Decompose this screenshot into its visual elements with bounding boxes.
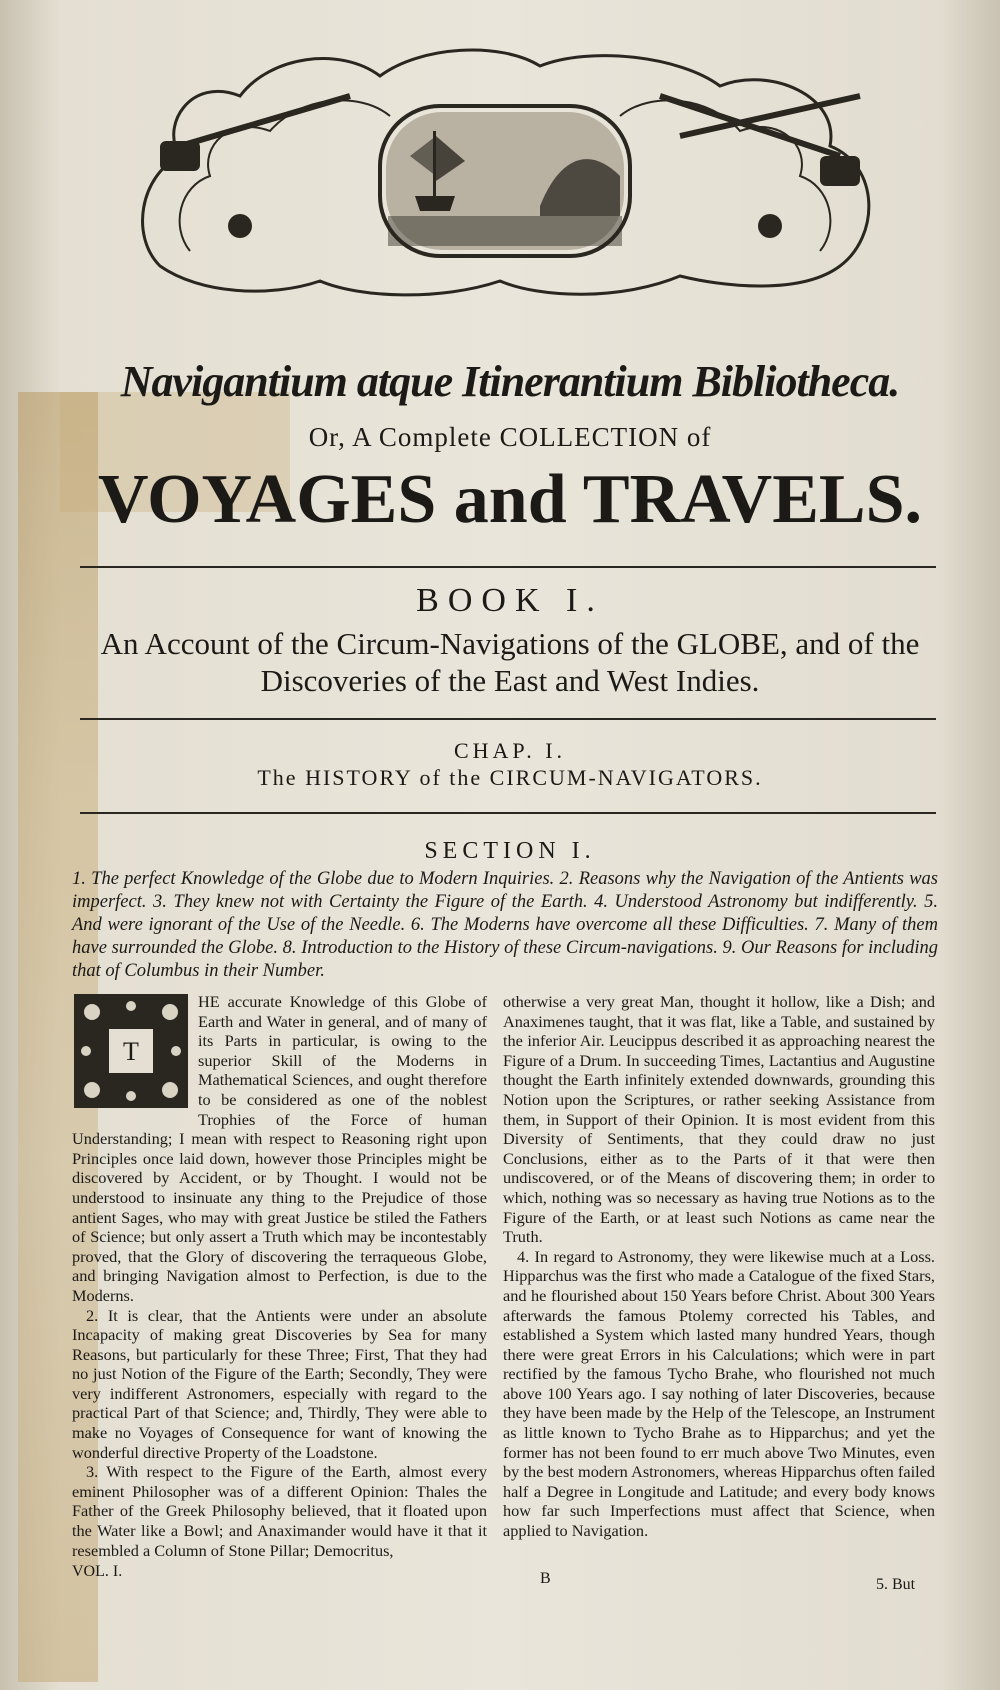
book-heading: BOOK I.: [416, 582, 604, 619]
drop-cap-letter: T: [123, 1037, 139, 1066]
latin-title: Navigantium atque Itinerantium Bibliotheca.: [120, 357, 900, 406]
text-column-left: [72, 992, 487, 1560]
main-title: VOYAGES and TRAVELS.: [97, 461, 923, 538]
subtitle-line: Or, A Complete COLLECTION of: [308, 422, 712, 452]
section-heading: SECTION I.: [424, 838, 596, 864]
catchword: 5. But: [876, 1576, 916, 1593]
book-subtitle: An Account of the Circum-Navigations of the GLOBE, and of the Discoveries of the East and West Indies.: [100, 626, 920, 698]
rule-below-chapter: [80, 812, 936, 814]
chapter-title: The HISTORY of the CIRCUM-NAVIGATORS.: [257, 765, 763, 790]
signature-mark: B: [540, 1570, 551, 1587]
chapter-heading: CHAP. I.: [453, 738, 567, 763]
paragraph-4: 4. In regard to Astronomy, they were likewise much at a Loss. Hipparchus was the first who made a Catalogue of the fixed Stars, and he flourished about 150 Years before Christ. About 300 Years afterwards the famous Ptolemy corrected his Tables, and established a System which lasted many hundred Years, though there were great Errors in his Calculations; which were in part rectified by the famous Tycho Brahe, who flourished not much above 100 Years ago. I say nothing of later Discoveries, because they have been made by the Help of the Telescope, an Instrument as little known to Tycho Brahe as to Hipparchus; and yet the former has not been found to err much above Two Minutes, even by the best modern Astronomers, whereas Hipparchus often failed half a Degree in Longitude and Latitude; and every body knows how far such Imperfections must affect that Science, when applied to Navigation.: [503, 1246, 935, 1541]
paragraph-1: HE accurate Knowledge of this Globe of Earth and Water in general, and of many of its Parts in particular, is owing to the superior Skill of the Moderns in Mathematical Sciences, and ought therefore to be considered as one of the noblest Trophies of the Force of human Understanding; I mean with respect to Reasoning right upon Principles once laid down, however those Principles might be discovered by Accident, or by Thought. I would not be understood to insinuate any thing to the Prejudice of those antient Sages, who may with great Justice be stiled the Fathers of Science; but only assert a Truth which may be incontestably proved, that the Glory of discovering the terraqueous Globe, and bringing Navigation almost to Perfection, is due to the Moderns.: [72, 992, 487, 1305]
header-ornament-engraving: [120, 36, 890, 306]
text-column-right: [503, 992, 935, 1541]
paragraph-3-continued: otherwise a very great Man, thought it hollow, like a Dish; and Anaximenes taught, that it was flat, like a Table, and sustained by the inferior Air. Leucippus described it as approaching nearest the Figure of a Drum. In succeeding Times, Lactantius and Augustine thought the Earth infinitely extended downwards, grounding this Notion upon the Scriptures, or rather seeking Assistance from them, in Support of their Opinion. It is most evident from this Diversity of Sentiments, that they could draw no just Conclusions, either as to the Parts of it that were then undiscovered, or of the Means of discovering them; in order to which, nothing was so necessary as having true Notions as to the Figure of the Earth, or at least such Notions as came near the Truth.: [503, 992, 935, 1247]
paragraph-2: 2. It is clear, that the Antients were under an absolute Incapacity of making great Discoveries by Sea for many Reasons, but particularly for these Three; First, That they had no just Notion of the Figure of the Earth; Secondly, They were very indifferent Astronomers, especially with regard to the practical Part of that Science; and, Thirdly, They were able to make no Voyages of Consequence for want of knowing the wonderful directive Property of the Loadstone.: [72, 1305, 487, 1462]
rule-above-chapter: [80, 718, 936, 720]
volume-marker: VOL. I.: [72, 1563, 123, 1580]
section-summary: 1. The perfect Knowledge of the Globe due to Modern Inquiries. 2. Reasons why the Navigation of the Antients was imperfect. 3. They knew not with Certainty the Figure of the Earth. 4. Understood Astronomy but indifferently. 5. And were ignorant of the Use of the Needle. 6. The Moderns have overcome all these Difficulties. 7. Many of them have surrounded the Globe. 8. Introduction to the History of these Circum-navigations. 9. Our Reasons for including that of Columbus in their Number.: [72, 869, 938, 981]
rule-above-book: [80, 566, 936, 568]
paragraph-3: 3. With respect to the Figure of the Earth, almost every eminent Philosopher was of a different Opinion: Thales the Father of the Greek Philosophy believed, that it floated upon the Water like a Bowl; and Anaximander would have it that it resembled a Column of Stone Pillar; Democritus,: [72, 1462, 487, 1560]
ornamental-drop-cap: [72, 992, 190, 1110]
